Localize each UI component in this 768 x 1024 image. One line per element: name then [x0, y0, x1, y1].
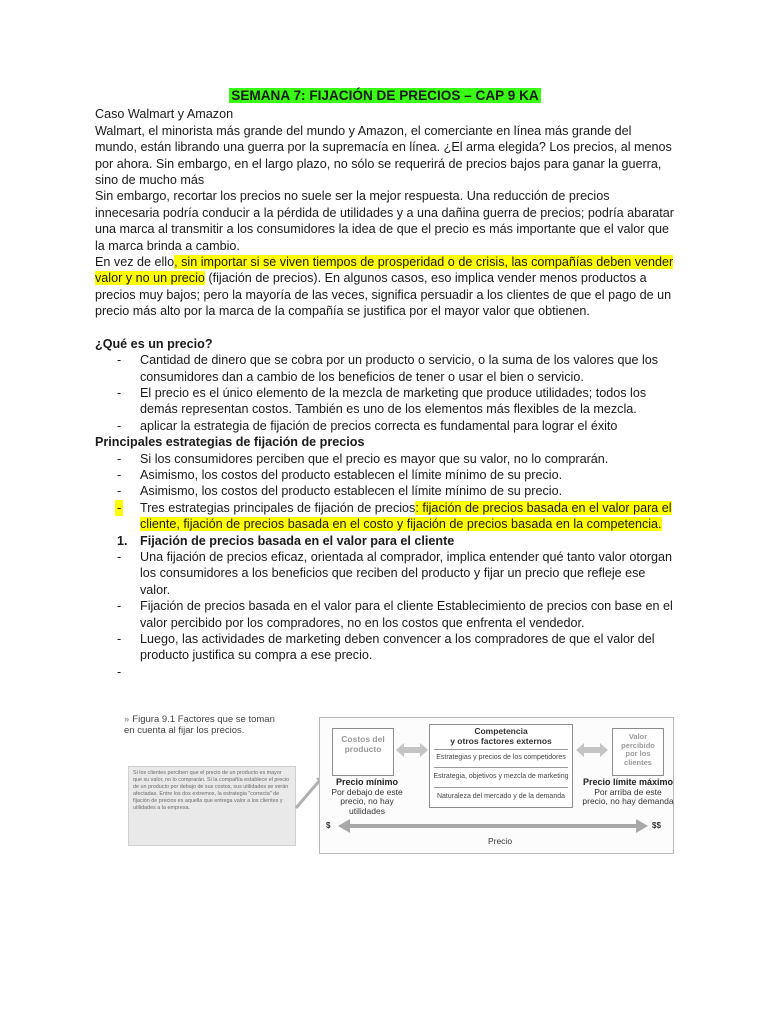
list-item: - Cantidad de dinero que se cobra por un producto o servicio, o la suma de los valores que los consumidores dan a cambio de los beneficios de tener o usar el bien o servicio.: [95, 352, 675, 385]
figure-9-1: [120, 714, 680, 854]
que-es-list: [95, 352, 675, 434]
highlight-text: : fijación de precios basada en el valor para el cliente, fijación de precios basada en el costo y fijación de precios basada en la competencia.: [140, 500, 672, 532]
list-item: - Asimismo, los costos del producto establecen el límite mínimo de su precio.: [95, 483, 675, 499]
figure-note: Si los clientes perciben que el precio de un producto es mayor que su valor, no lo comprarán. Si la compañía establece el precio de un producto por debajo de sus costos, sus utilidades se verán afectadas. Entre los dos extremos, la estrategia "correcta" de fijación de precios es aquella que entrega valor a los clientes y utilidades a la empresa.: [128, 766, 296, 846]
list-item: - El precio es el único elemento de la mezcla de marketing que produce utilidades; todos los demás representan costos. También es uno de los elementos más flexibles de la mezcla.: [95, 385, 675, 418]
precio-minimo-label: Precio mínimo Por debajo de este precio, no hay utilidades: [331, 777, 403, 816]
page-title: SEMANA 7: FIJACIÓN DE PRECIOS – CAP 9 KA: [231, 88, 539, 103]
competencia-box: Competencia y otros factores externos Estrategias y precios de los competidores Estrategia, objetivos y mezcla de marketing Naturaleza del mercado y de la demanda: [429, 724, 573, 808]
highlight-text: , sin importar si se viven tiempos de prosperidad o de crisis, las compañías deben vender valor y no un precio: [95, 255, 674, 286]
high-price-symbol: $$: [652, 821, 661, 830]
list-item: - Tres estrategias principales de fijación de precios: fijación de precios basada en el valor para el cliente, fijación de precios basada en el costo y fijación de precios basada en la competencia.: [95, 500, 675, 533]
chevron-right-icon: »: [124, 714, 130, 725]
price-axis-label: Precio: [487, 836, 513, 846]
competencia-row: Estrategia, objetivos y mezcla de marketing: [433, 773, 569, 780]
section-heading-valor-cliente: 1. Fijación de precios basada en el valor para el cliente: [117, 533, 455, 548]
list-item: - Si los consumidores perciben que el precio es mayor que su valor, no lo comprarán.: [95, 451, 675, 467]
intro-paragraph-2: Sin embargo, recortar los precios no suele ser la mejor respuesta. Una reducción de precios innecesaria podría conducir a la pérdida de utilidades y a una dañina guerra de precios; podría abaratar una marca al transmitir a los consumidores la idea de que el precio es más importante que el valor que la marca brinda a cambio.: [95, 189, 674, 253]
figure-frame: [319, 717, 674, 854]
valor-box: Valor percibido por los clientes: [612, 728, 664, 776]
list-item: - Fijación de precios basada en el valor para el cliente Establecimiento de precios con base en el valor percibido por los compradores, no en los costos que enfrenta el vendedor.: [95, 598, 675, 631]
section-heading-que-es: ¿Qué es un precio?: [95, 336, 213, 351]
document-page: [95, 88, 675, 664]
costos-box: Costos del producto: [332, 728, 394, 776]
price-axis-arrow-icon: [338, 818, 648, 834]
figure-caption: » Figura 9.1 Factores que se toman en cuenta al fijar los precios.: [124, 714, 275, 736]
intro-paragraph-1: Walmart, el minorista más grande del mundo y Amazon, el comerciante en línea más grande del mundo, están librando una guerra por la supremacía en línea. ¿El arma elegida? Los precios, al menos por ahora. Sin embargo, en el largo plazo, no sólo se requerirá de precios bajos para ganar la guerra, sino de mucho más: [95, 123, 672, 188]
intro-paragraph-3: En vez de ello, sin importar si se viven tiempos de prosperidad o de crisis, las compañías deben vender valor y no un precio (fijación de precios). En algunos casos, eso implica vender menos productos a precios muy bajos; pero la mayoría de las veces, significa persuadir a los clientes de que el pago de un precio más alto por la marca de la compañía se justifica por el mayor valor que obtienen.: [95, 255, 674, 319]
double-arrow-icon: [396, 740, 428, 760]
list-item: - Una fijación de precios eficaz, orientada al comprador, implica entender qué tanto valor otorgan los consumidores a los beneficios que reciben del producto y fijar un precio que refleje ese valor.: [95, 549, 675, 598]
section-heading-estrategias: Principales estrategias de fijación de precios: [95, 435, 365, 450]
low-price-symbol: $: [326, 821, 331, 830]
list-item: - aplicar la estrategia de fijación de precios correcta es fundamental para lograr el éxito: [95, 418, 675, 434]
competencia-row: Naturaleza del mercado y de la demanda: [436, 793, 566, 800]
valor-cliente-list: [95, 549, 675, 664]
intro-heading: Caso Walmart y Amazon: [95, 107, 234, 122]
estrategias-list: [95, 451, 675, 533]
competencia-row: Estrategias y precios de los competidores: [436, 754, 566, 761]
precio-limite-label: Precio límite máximo Por arriba de este precio, no hay demanda: [582, 777, 674, 806]
list-item: - Luego, las actividades de marketing deben convencer a los compradores de que el valor del producto justifica su compra a ese precio.: [95, 631, 675, 664]
double-arrow-icon: [576, 740, 608, 760]
list-item: - Asimismo, los costos del producto establecen el límite mínimo de su precio.: [95, 467, 675, 483]
